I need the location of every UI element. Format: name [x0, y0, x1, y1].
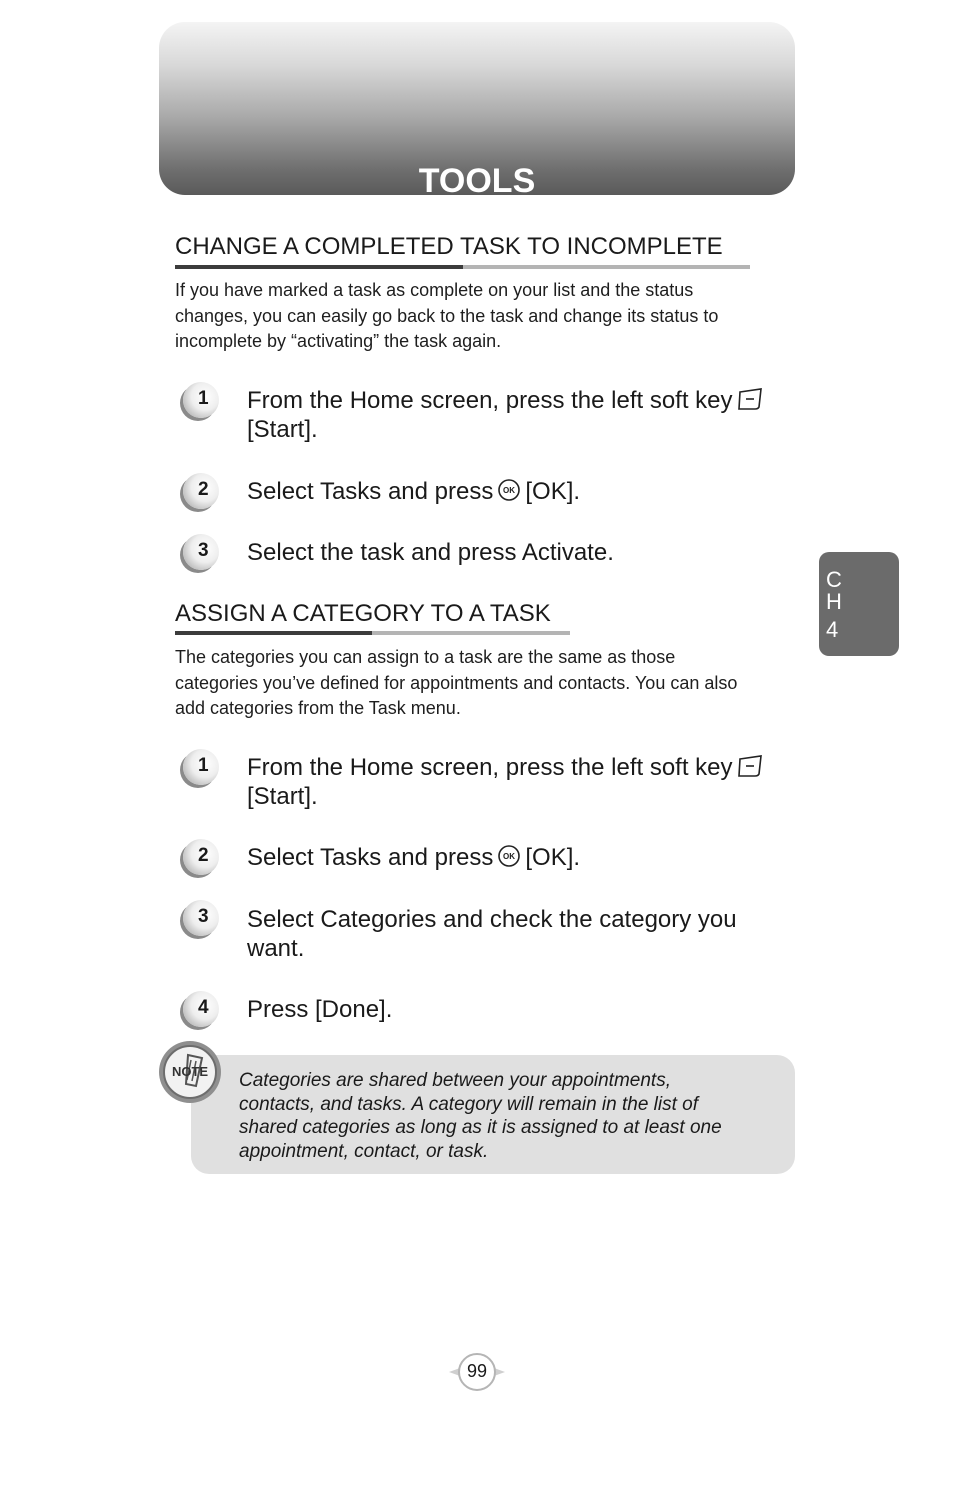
- page-title: TOOLS: [418, 162, 536, 200]
- ok-key-icon: [497, 478, 521, 502]
- step-number-badge: 3: [183, 900, 219, 936]
- intro-line: If you have marked a task as complete on your list and the status: [175, 280, 694, 300]
- step-line: [OK].: [525, 844, 581, 871]
- step-line: From the Home screen, press the left soft key: [247, 387, 733, 414]
- intro-line: The categories you can assign to a task are the same as those: [175, 647, 676, 667]
- note-line: shared categories as long as it is assigned to at least one: [239, 1117, 722, 1138]
- step-text: [247, 477, 795, 506]
- step-number-badge: 2: [183, 839, 219, 875]
- step-line: Select Tasks and press: [247, 844, 494, 871]
- step-number-badge: 3: [183, 534, 219, 570]
- ok-key-icon: [497, 844, 521, 868]
- step-text: [247, 386, 795, 444]
- section-intro: [175, 278, 790, 355]
- intro-line: add categories from the Task menu.: [175, 698, 461, 718]
- chapter-tab-number: 4: [826, 617, 839, 642]
- step-text: [247, 753, 795, 811]
- chapter-header: [159, 22, 795, 200]
- page-number-badge: [448, 1352, 506, 1392]
- section-underline: [175, 631, 570, 635]
- intro-line: categories you’ve defined for appointments and contacts. You can also: [175, 672, 738, 693]
- svg-text:OK: OK: [503, 486, 516, 495]
- chapter-tab: [819, 552, 899, 656]
- step-line: [OK].: [525, 478, 581, 505]
- section-intro: [175, 645, 790, 722]
- step-number-badge: 2: [183, 473, 219, 509]
- step-line: Select Tasks and press: [247, 478, 494, 505]
- note-badge-label: NOTE: [171, 1064, 209, 1079]
- section-title-change-task: CHANGE A COMPLETED TASK TO INCOMPLETE: [175, 233, 723, 260]
- section-title-assign-category: ASSIGN A CATEGORY TO A TASK: [175, 600, 551, 627]
- note-line: appointment, contact, or task.: [239, 1140, 489, 1162]
- step-text: [247, 843, 795, 872]
- step-line: [Start].: [247, 783, 318, 810]
- step-line: [Start].: [247, 416, 318, 443]
- chapter-tab-letter: C: [826, 567, 842, 592]
- page-number: 99: [466, 1361, 488, 1381]
- left-soft-key-icon: [737, 387, 763, 411]
- intro-line: changes, you can easily go back to the task and change its status to: [175, 305, 719, 326]
- step-number-badge: 4: [183, 991, 219, 1027]
- step-text: Select the task and press Activate.: [247, 539, 614, 566]
- note-text: [239, 1069, 784, 1163]
- step-line: Select Categories and check the category you: [247, 906, 737, 933]
- step-text: [247, 905, 795, 963]
- step-line: From the Home screen, press the left soft key: [247, 754, 733, 781]
- note-pencil-icon: [158, 1040, 222, 1104]
- note-line: contacts, and tasks. A category will remain in the list of: [239, 1093, 699, 1115]
- step-line: want.: [247, 935, 305, 962]
- left-soft-key-icon: [737, 754, 763, 778]
- svg-text:OK: OK: [503, 852, 516, 861]
- section-underline: [175, 265, 750, 269]
- step-number-badge: 1: [183, 382, 219, 418]
- step-number-badge: 1: [183, 749, 219, 785]
- chapter-tab-letter: H: [826, 589, 842, 614]
- step-text: Press [Done].: [247, 996, 393, 1023]
- note-line: Categories are shared between your appointments,: [239, 1070, 671, 1091]
- intro-line: incomplete by “activating” the task again.: [175, 331, 502, 351]
